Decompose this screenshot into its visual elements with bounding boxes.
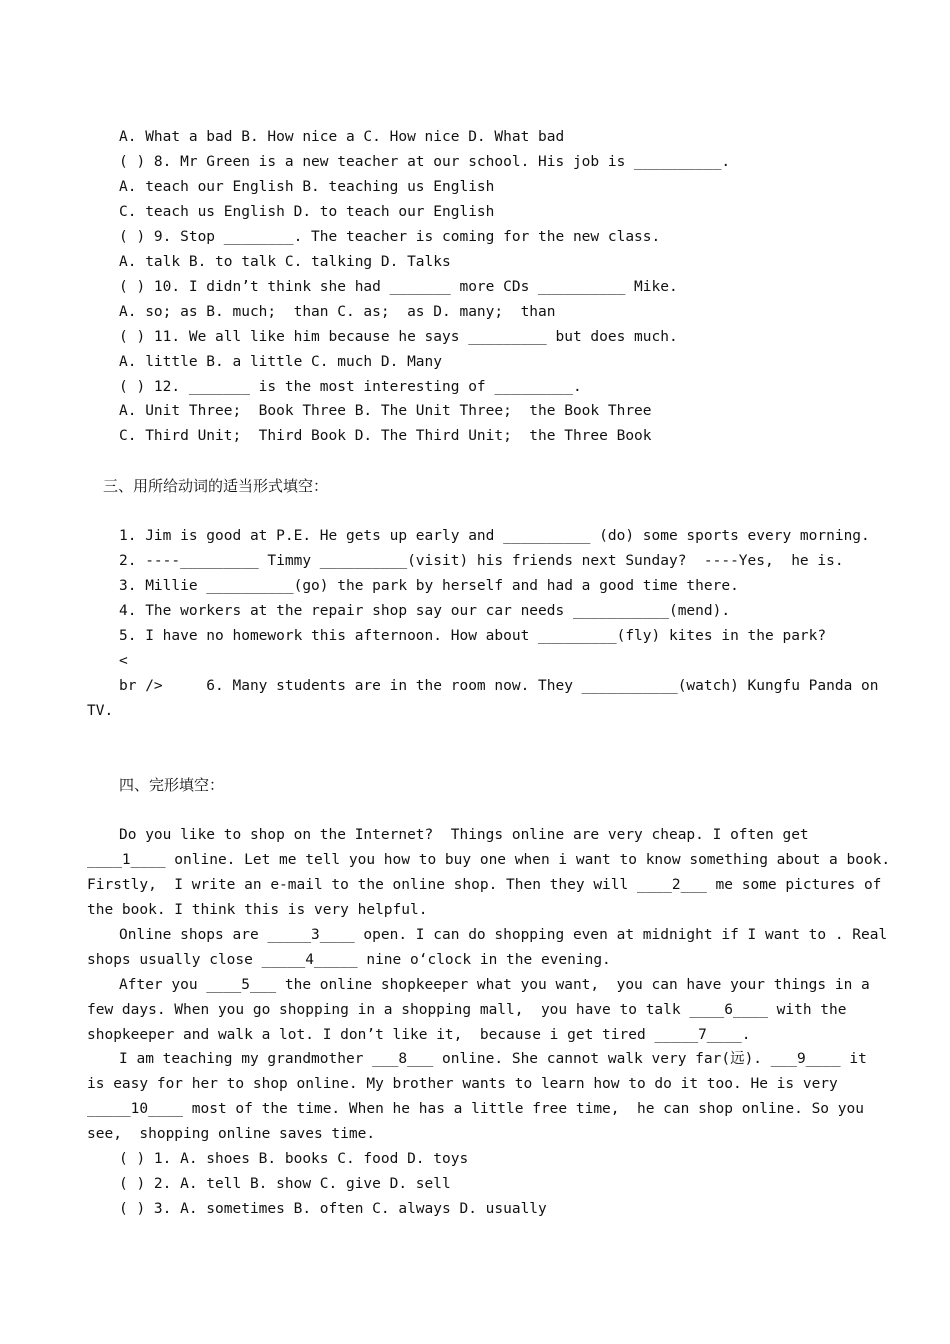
passage-line-9: shopkeeper and walk a lot. I don’t like it, because i get tired _____7____. xyxy=(87,1027,751,1043)
passage-line-5: Online shops are _____3____ open. I can do shopping even at midnight if I want to . Real xyxy=(119,927,888,943)
section4-heading: 四、完形填空： xyxy=(119,776,225,794)
section3-item-6-cont: TV. xyxy=(87,703,114,719)
q12-question: ( ) 12. _______ is the most interesting of _________. xyxy=(119,379,582,395)
passage-line-1: Do you like to shop on the Internet? Things online are very cheap. I often get xyxy=(119,827,809,843)
passage-line-3: Firstly, I write an e-mail to the online shop. Then they will ____2___ me some pictures of xyxy=(87,877,882,893)
section3-item-4: 4. The workers at the repair shop say our car needs ___________(mend). xyxy=(119,603,731,619)
q10-options: A. so; as B. much; than C. as; as D. many; than xyxy=(119,304,556,320)
q12-options-ab: A. Unit Three; Book Three B. The Unit Three; the Book Three xyxy=(119,403,652,419)
q9-options: A. talk B. to talk C. talking D. Talks xyxy=(119,254,451,270)
q12-options-cd: C. Third Unit; Third Book D. The Third Unit; the Three Book xyxy=(119,428,652,444)
q7-options: A. What a bad B. How nice a C. How nice D. What bad xyxy=(119,129,565,145)
q11-options: A. little B. a little C. much D. Many xyxy=(119,354,443,370)
section3-item-1: 1. Jim is good at P.E. He gets up early and __________ (do) some sports every morning. xyxy=(119,528,870,544)
cloze-option-1: ( ) 1. A. shoes B. books C. food D. toys xyxy=(119,1151,469,1167)
passage-line-13: see, shopping online saves time. xyxy=(87,1126,376,1142)
section3-item-3: 3. Millie __________(go) the park by herself and had a good time there. xyxy=(119,578,739,594)
q9-question: ( ) 9. Stop ________. The teacher is coming for the new class. xyxy=(119,229,661,245)
q8-question: ( ) 8. Mr Green is a new teacher at our school. His job is __________. xyxy=(119,154,731,170)
section3-heading: 三、用所给动词的适当形式填空： xyxy=(103,477,329,495)
q8-options-cd: C. teach us English D. to teach our English xyxy=(119,204,495,220)
section3-item-6: br /> 6. Many students are in the room now. They ___________(watch) Kungfu Panda on xyxy=(119,678,879,694)
passage-line-8: few days. When you go shopping in a shopping mall, you have to talk ____6____ with the xyxy=(87,1002,847,1018)
section3-stray-tag: < xyxy=(119,653,128,669)
cloze-option-3: ( ) 3. A. sometimes B. often C. always D. usually xyxy=(119,1201,547,1217)
passage-line-7: After you ____5___ the online shopkeeper what you want, you can have your things in a xyxy=(119,977,870,993)
q10-question: ( ) 10. I didn’t think she had _______ more CDs __________ Mike. xyxy=(119,279,678,295)
passage-line-12: _____10____ most of the time. When he has a little free time, he can shop online. So you xyxy=(87,1101,864,1117)
q11-question: ( ) 11. We all like him because he says _________ but does much. xyxy=(119,329,678,345)
section3-item-2: 2. ----_________ Timmy __________(visit) his friends next Sunday? ----Yes, he is. xyxy=(119,553,844,569)
passage-line-10: I am teaching my grandmother ___8___ online. She cannot walk very far(远). ___9____ it xyxy=(119,1051,867,1067)
passage-line-6: shops usually close _____4_____ nine o‘clock in the evening. xyxy=(87,952,611,968)
q8-options-ab: A. teach our English B. teaching us English xyxy=(119,179,495,195)
passage-line-11: is easy for her to shop online. My brother wants to learn how to do it too. He is very xyxy=(87,1076,838,1092)
passage-line-2: ____1____ online. Let me tell you how to buy one when i want to know something about a book. xyxy=(87,852,891,868)
cloze-option-2: ( ) 2. A. tell B. show C. give D. sell xyxy=(119,1176,451,1192)
passage-line-4: the book. I think this is very helpful. xyxy=(87,902,428,918)
section3-item-5: 5. I have no homework this afternoon. How about _________(fly) kites in the park? xyxy=(119,628,827,644)
